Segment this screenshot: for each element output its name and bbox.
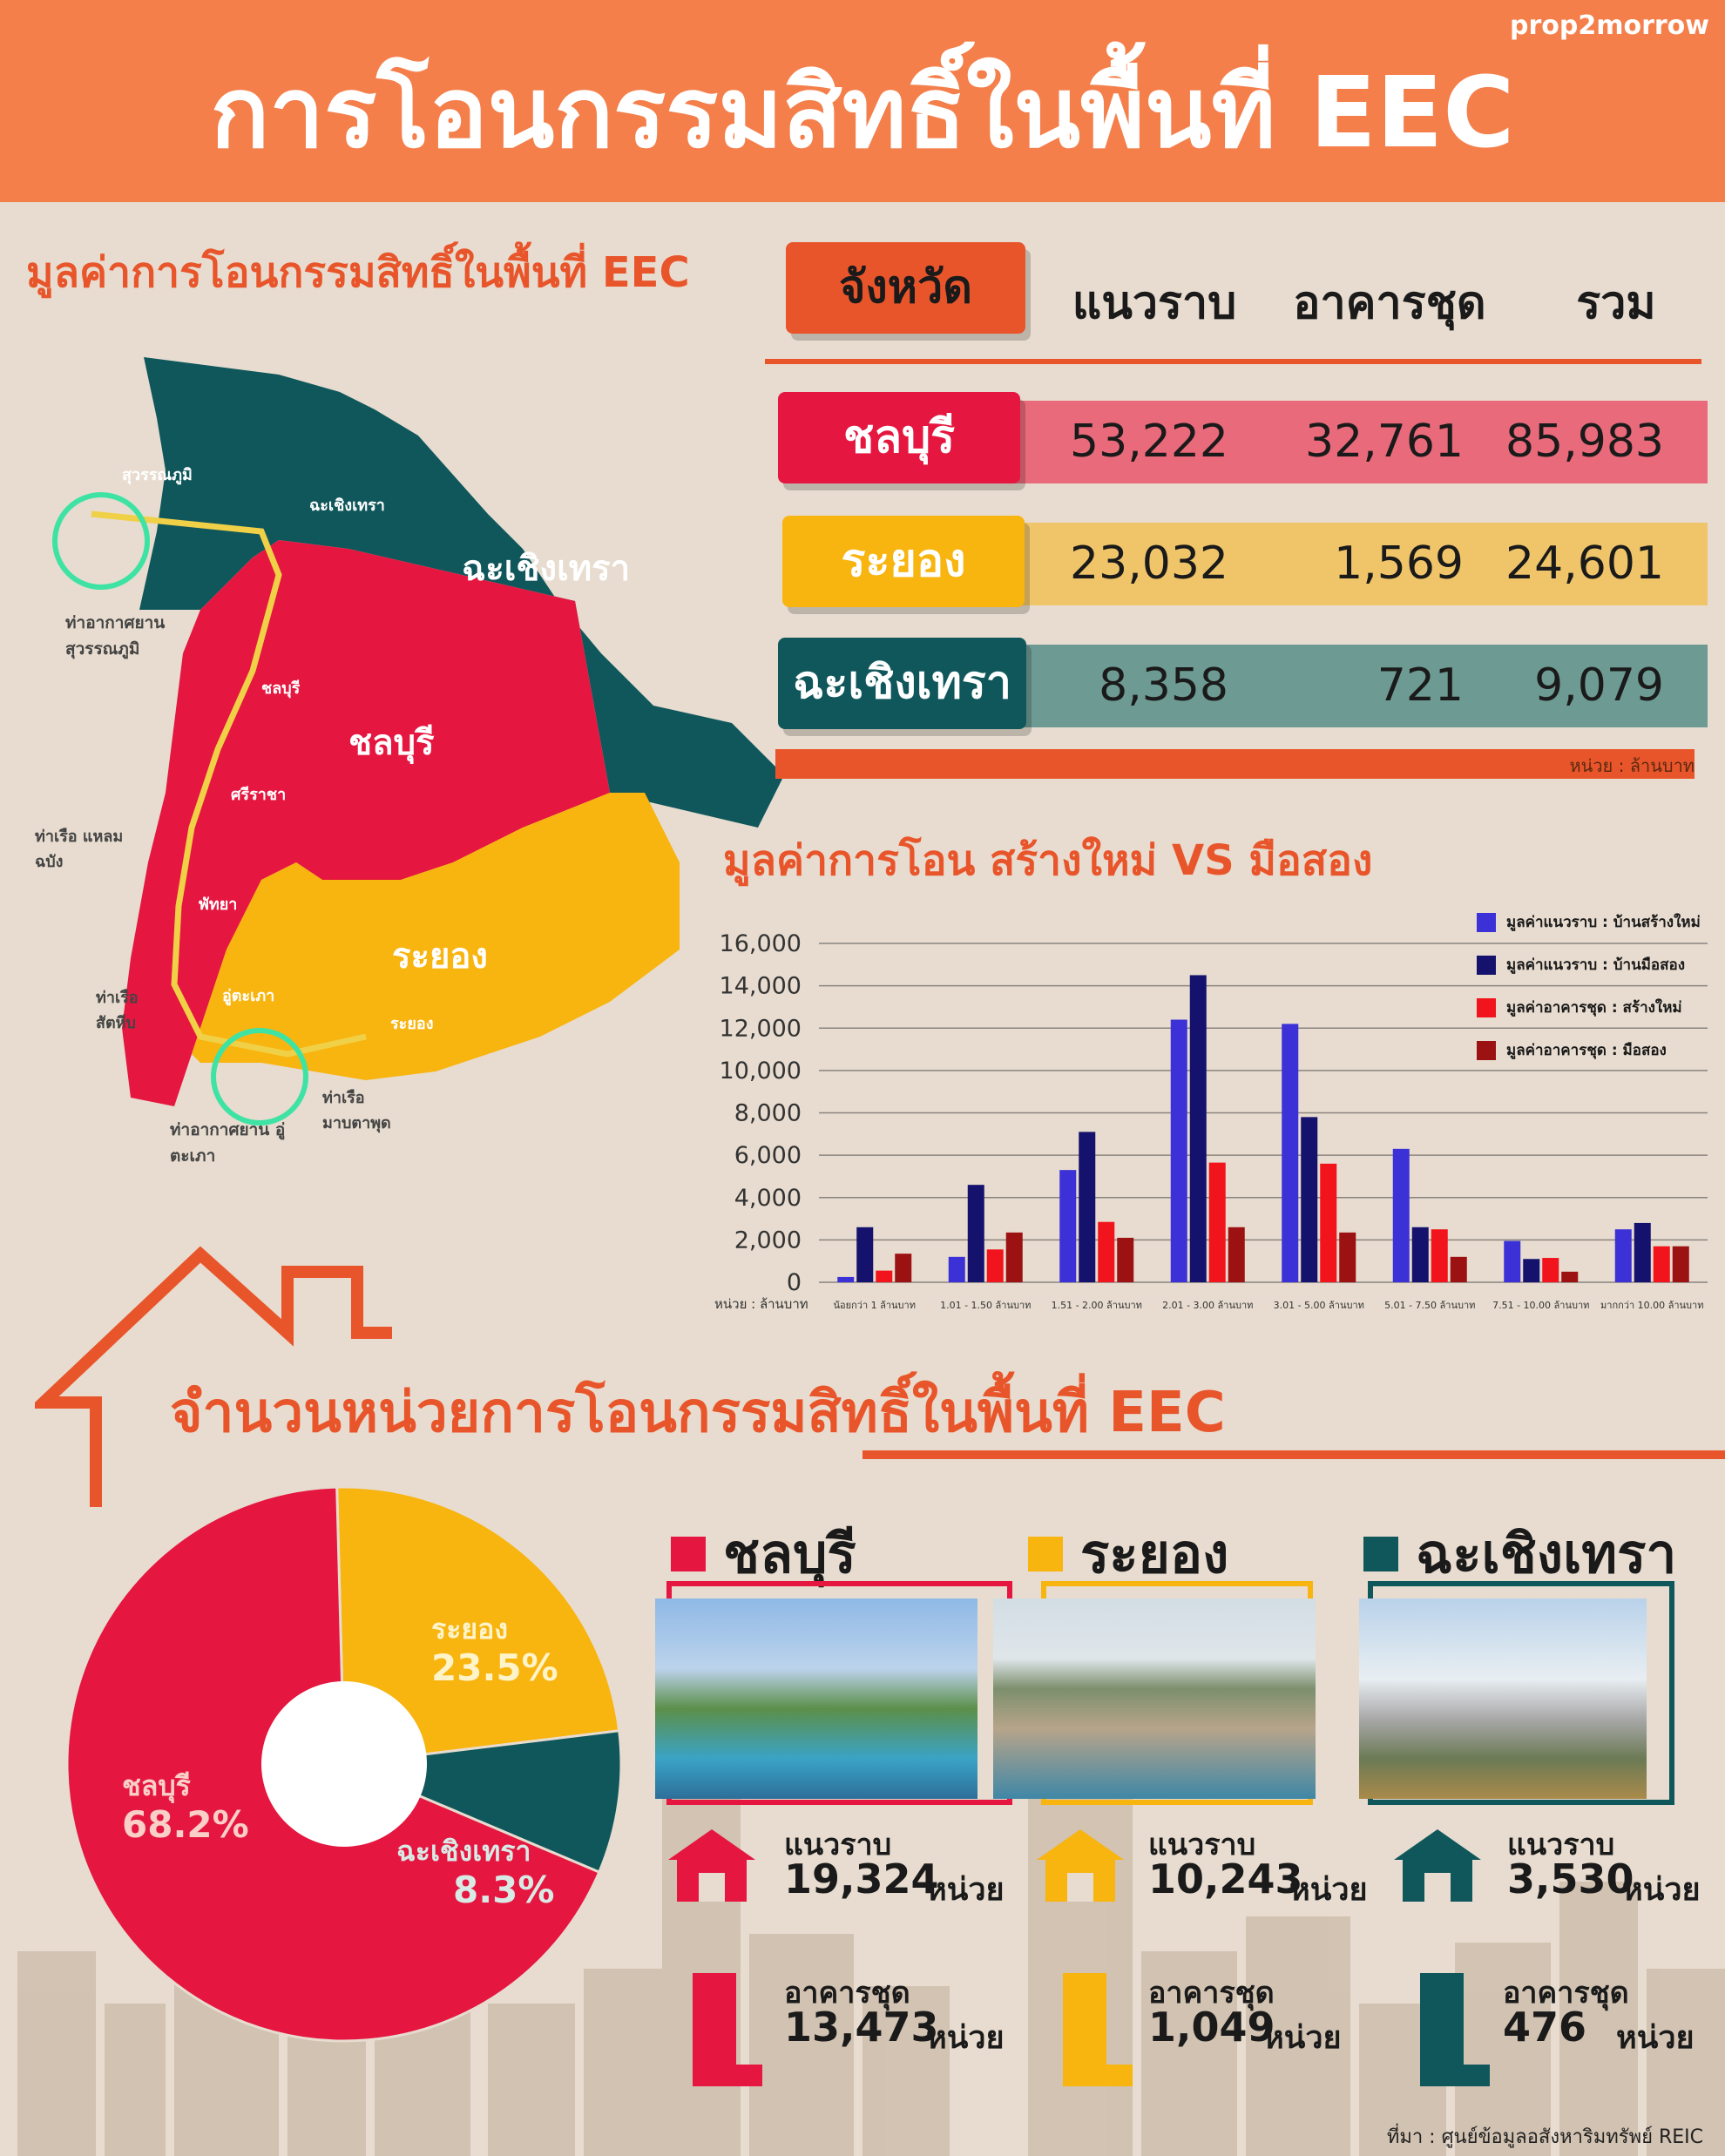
condo-label: อาคารชุด <box>784 1976 910 2011</box>
table-cell: 32,761 <box>1305 416 1464 468</box>
value-section-heading: มูลค่าการโอนกรรมสิทธิ์ในพื้นที่ EEC <box>26 248 690 297</box>
x-tick-label: น้อยกว่า 1 ล้านบาท <box>833 1300 916 1311</box>
pie-pct-chonburi: 68.2% <box>122 1803 249 1846</box>
x-tick-label: มากกว่า 10.00 ล้านบาท <box>1600 1300 1704 1311</box>
port-label: ท่าเรือ แหลมฉบัง <box>35 828 124 871</box>
units-section-heading: จำนวนหน่วยการโอนกรรมสิทธิ์ในพื้นที่ EEC <box>170 1381 1226 1445</box>
table-col-header: แนวราบ <box>1072 277 1237 329</box>
pie-pct-chachoengsao: 8.3% <box>453 1869 555 1911</box>
y-tick-label: 10,000 <box>719 1057 802 1085</box>
table-cell: 24,601 <box>1505 537 1664 590</box>
y-tick-label: 12,000 <box>719 1015 802 1043</box>
legend-label: มูลค่าแนวราบ : บ้านสร้างใหม่ <box>1506 914 1701 931</box>
x-tick-label: 3.01 - 5.00 ล้านบาท <box>1273 1300 1364 1311</box>
source-note: ที่มา : ศูนย์ข้อมูลอสังหาริมทรัพย์ REIC <box>1386 2126 1703 2148</box>
chonburi-photo <box>655 1598 978 1799</box>
legend-swatch <box>1477 998 1496 1017</box>
airport-label: ท่าอากาศยาน อู่ตะเภา <box>170 1120 286 1166</box>
condo-icon <box>684 1969 771 2091</box>
condo-value: 13,473 <box>784 2004 939 2051</box>
page-title: การโอนกรรมสิทธิ์ในพื้นที่ EEC <box>210 57 1515 170</box>
pie-hole <box>261 1681 427 1847</box>
x-tick-label: 5.01 - 7.50 ล้านบาท <box>1384 1300 1476 1311</box>
bar <box>1006 1233 1023 1282</box>
table-cell: 9,079 <box>1534 659 1664 712</box>
legend-swatch <box>1477 956 1496 975</box>
y-tick-label: 0 <box>786 1269 802 1296</box>
chart-heading: มูลค่าการโอน สร้างใหม่ VS มือสอง <box>723 836 1373 885</box>
y-tick-label: 16,000 <box>719 930 802 957</box>
table-cell: 23,032 <box>1070 537 1228 590</box>
unit-label: หน่วย <box>1622 1872 1701 1908</box>
chart-unit-note: หน่วย : ล้านบาท <box>714 1296 808 1312</box>
bar <box>876 1271 892 1282</box>
bar <box>1171 1020 1187 1282</box>
province-name: ชลบุรี <box>723 1522 856 1585</box>
bar <box>949 1257 965 1282</box>
table-col-header: อาคารชุด <box>1293 277 1486 329</box>
bar <box>856 1227 873 1282</box>
bar <box>1431 1229 1448 1282</box>
lowrise-label: แนวราบ <box>1507 1828 1615 1862</box>
legend-label: มูลค่าอาคารชุด : สร้างใหม่ <box>1506 999 1682 1017</box>
unit-note-bar <box>775 749 1695 779</box>
bar <box>1320 1164 1336 1282</box>
province-swatch <box>1028 1537 1063 1571</box>
chachoengsao-photo <box>1359 1598 1647 1799</box>
bar <box>1504 1241 1520 1282</box>
x-tick-label: 1.51 - 2.00 ล้านบาท <box>1051 1300 1142 1311</box>
x-tick-label: 1.01 - 1.50 ล้านบาท <box>940 1300 1032 1311</box>
bar <box>1282 1024 1298 1282</box>
port-label: ท่าเรือ มาบตาพุด <box>322 1089 391 1132</box>
condo-value: 476 <box>1503 2004 1587 2051</box>
map-label-rayong: ระยอง <box>392 936 488 977</box>
lowrise-label: แนวราบ <box>1148 1828 1256 1862</box>
rayong-photo <box>993 1598 1316 1799</box>
province-name: ระยอง <box>1080 1522 1229 1585</box>
bar <box>1393 1149 1410 1282</box>
table-row-province: ฉะเชิงเทรา <box>778 638 1026 729</box>
unit-note: หน่วย : ล้านบาท <box>1569 755 1695 776</box>
table-cell: 8,358 <box>1099 659 1228 712</box>
map-label-chonburi: ชลบุรี <box>348 723 435 763</box>
bar <box>837 1277 854 1282</box>
house-icon <box>1390 1825 1485 1903</box>
unit-label: หน่วย <box>1616 2020 1695 2056</box>
bar <box>987 1249 1004 1282</box>
bar <box>1412 1227 1429 1282</box>
table-cell: 85,983 <box>1505 416 1664 468</box>
legend-label: มูลค่าแนวราบ : บ้านมือสอง <box>1506 956 1686 974</box>
house-icon <box>664 1825 760 1903</box>
bar <box>1451 1257 1467 1282</box>
station-label: สุวรรณภูมิ <box>122 466 193 484</box>
bar <box>1523 1259 1539 1282</box>
table-cell: 1,569 <box>1334 537 1464 590</box>
chart-legend <box>1477 910 1701 1081</box>
lowrise-value: 19,324 <box>784 1855 939 1903</box>
province-swatch <box>1363 1537 1398 1571</box>
bar <box>1117 1238 1133 1282</box>
bar <box>1209 1163 1226 1282</box>
unit-label: หน่วย <box>926 1872 1005 1908</box>
x-tick-label: 7.51 - 10.00 ล้านบาท <box>1492 1300 1590 1311</box>
y-tick-label: 14,000 <box>719 972 802 1000</box>
legend-swatch <box>1477 1041 1496 1060</box>
unit-label: หน่วย <box>1289 1872 1368 1908</box>
unit-label: หน่วย <box>926 2020 1005 2056</box>
lowrise-value: 3,530 <box>1507 1855 1634 1903</box>
bar <box>1542 1258 1559 1282</box>
y-tick-label: 2,000 <box>734 1227 802 1254</box>
bar <box>1654 1247 1670 1282</box>
map-label-chachoengsao: ฉะเชิงเทรา <box>462 549 631 589</box>
airport-ring-utapao <box>211 1028 308 1125</box>
condo-label: อาคารชุด <box>1503 1976 1629 2011</box>
province-swatch <box>671 1537 706 1571</box>
bar <box>1339 1233 1356 1282</box>
bar <box>1561 1272 1578 1282</box>
province-name: ฉะเชิงเทรา <box>1416 1522 1677 1585</box>
bar <box>1059 1170 1076 1282</box>
pie-label-rayong: ระยอง <box>431 1612 508 1646</box>
station-label: อู่ตะเภา <box>222 987 275 1005</box>
table-province-header: จังหวัด <box>786 242 1025 334</box>
table-row-province: ชลบุรี <box>778 392 1020 483</box>
table-col-header: รวม <box>1576 277 1656 329</box>
bar <box>1634 1223 1651 1282</box>
table-divider <box>765 359 1701 364</box>
condo-label: อาคารชุด <box>1148 1976 1275 2011</box>
table-row-province: ระยอง <box>782 516 1025 607</box>
bar <box>1190 975 1207 1282</box>
y-tick-label: 4,000 <box>734 1184 802 1212</box>
y-tick-label: 8,000 <box>734 1099 802 1127</box>
table-cell: 53,222 <box>1070 416 1228 468</box>
pie-label-chonburi: ชลบุรี <box>122 1769 191 1802</box>
legend-swatch <box>1477 913 1496 932</box>
bar <box>1615 1229 1632 1282</box>
pie-label-chachoengsao: ฉะเชิงเทรา <box>396 1835 531 1868</box>
bar <box>1673 1247 1689 1282</box>
bar <box>1079 1132 1095 1282</box>
port-label: ท่าเรือ สัตหีบ <box>96 989 139 1032</box>
pie-pct-rayong: 23.5% <box>431 1646 558 1689</box>
station-label: ระยอง <box>390 1015 434 1033</box>
lowrise-value: 10,243 <box>1148 1855 1303 1903</box>
bar <box>1301 1117 1317 1282</box>
house-icon <box>1032 1825 1128 1903</box>
bar <box>895 1254 911 1282</box>
bar <box>968 1185 984 1282</box>
station-label: ชลบุรี <box>261 679 301 698</box>
bar <box>1098 1222 1114 1282</box>
x-tick-label: 2.01 - 3.00 ล้านบาท <box>1162 1300 1254 1311</box>
unit-label: หน่วย <box>1263 2020 1342 2056</box>
lowrise-label: แนวราบ <box>784 1828 892 1862</box>
brand-logo: prop2morrow <box>1509 10 1709 41</box>
airport-ring-suvarnabhumi <box>52 492 150 590</box>
units-divider <box>862 1450 1725 1459</box>
station-label: ฉะเชิงเทรา <box>309 497 385 515</box>
condo-icon <box>1054 1969 1141 2091</box>
condo-icon <box>1411 1969 1498 2091</box>
condo-value: 1,049 <box>1148 2004 1275 2051</box>
y-tick-label: 6,000 <box>734 1142 802 1170</box>
airport-label: ท่าอากาศยาน สุวรรณภูมิ <box>65 613 166 659</box>
station-label: ศรีราชา <box>231 786 287 804</box>
station-label: พัทยา <box>199 896 238 914</box>
legend-label: มูลค่าอาคารชุด : มือสอง <box>1506 1042 1667 1059</box>
table-cell: 721 <box>1377 659 1464 712</box>
bar <box>1228 1227 1245 1282</box>
